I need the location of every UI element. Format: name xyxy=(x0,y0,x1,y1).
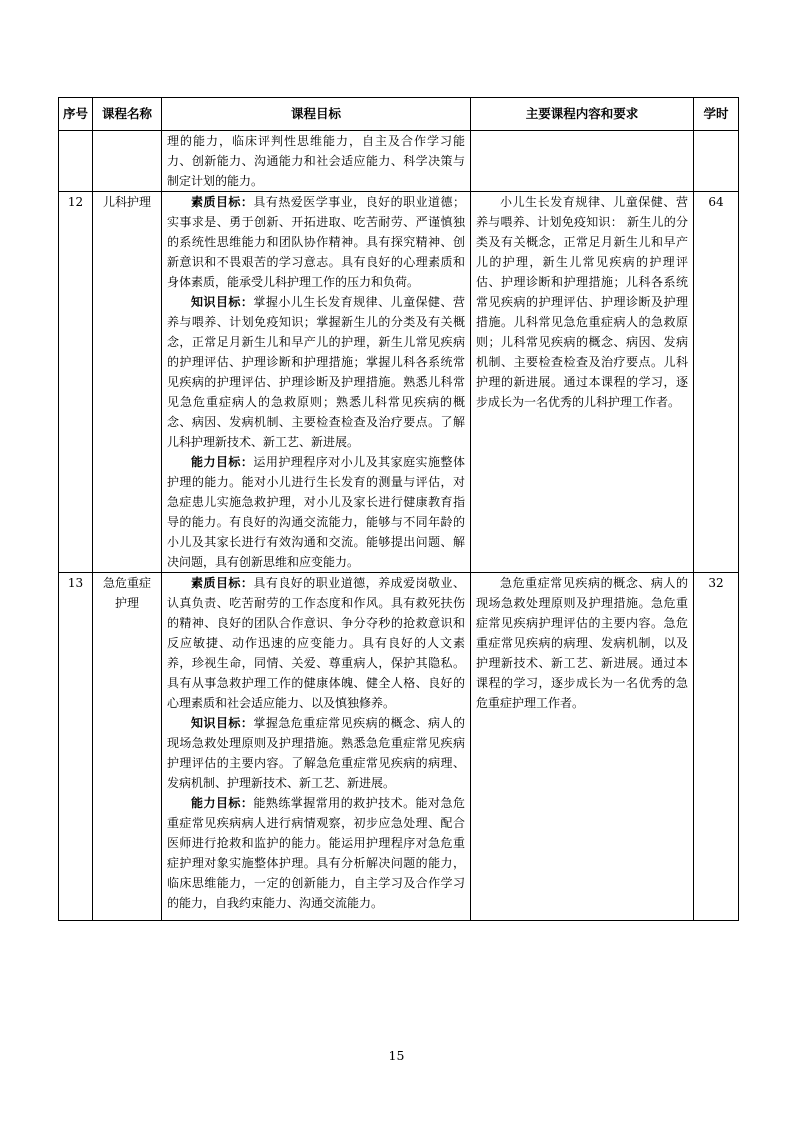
objective-label: 素质目标： xyxy=(191,576,254,590)
objective-text: 具有热爱医学事业，良好的职业道德；实事求是、勇于创新、开拓进取、吃苦耐劳、严谨慎独的系统性思维能力和团队协作精神。具有探究精神、创新意识和不畏艰苦的学习意志。具有良好的心理素质和身体素质，能承受儿科护理工作的压力和负荷。 xyxy=(167,195,465,289)
objective-paragraph xyxy=(167,793,465,913)
table-row-12 xyxy=(59,192,739,573)
objective-label: 知识目标： xyxy=(191,295,254,309)
objective-text: 运用护理程序对小儿及其家庭实施整体护理的能力。能对小儿进行生长发育的测量与评估，对急症患儿实施急救护理，对小儿及家长进行健康教育指导的能力。有良好的沟通交流能力，能够与不同年龄的小儿及其家长进行有效沟通和交流。能够提出问题、解决问题，具有创新思维和应变能力。 xyxy=(167,455,465,569)
row-13-course-name: 急危重症护理 xyxy=(93,573,162,921)
cont-course-cell xyxy=(93,131,162,192)
row-12-objectives xyxy=(162,192,471,573)
objective-label: 能力目标： xyxy=(191,455,254,469)
header-cell-objectives: 课程目标 xyxy=(162,98,471,131)
cont-no-cell xyxy=(59,131,93,192)
objective-paragraph xyxy=(167,713,465,793)
header-cell-no: 序号 xyxy=(59,98,93,131)
content-paragraph: 急危重症常见疾病的概念、病人的现场急救处理原则及护理措施。急危重症常见疾病护理评估的主要内容。急危重症常见疾病的病理、发病机制，以及护理新技术、新工艺、新进展。通过本课程的学习，逐步成长为一名优秀的急危重症护理工作者。 xyxy=(476,576,688,710)
header-cell-content: 主要课程内容和要求 xyxy=(471,98,694,131)
row-13-content xyxy=(471,573,694,921)
objective-label: 素质目标： xyxy=(191,195,254,209)
row-12-hours: 64 xyxy=(694,192,739,573)
content-paragraph: 小儿生长发育规律、儿童保健、营养与喂养、计划免疫知识： 新生儿的分类及有关概念，正常足月新生儿和早产儿的护理，新生儿常见疾病的护理评估、护理诊断和护理措施；儿科各系统常见疾病的护理评估、护理诊断及护理措施。儿科常见急危重症病人的急救原则；儿科常见疾病的概念、病因、发病机制、主要检查检查及治疗要点。儿科护理的新进展。通过本课程的学习，逐步成长为一名优秀的儿科护理工作者。 xyxy=(476,195,688,409)
objective-paragraph xyxy=(167,192,465,292)
objective-paragraph xyxy=(167,292,465,452)
objective-label: 知识目标： xyxy=(191,716,254,730)
row-12-course-name: 儿科护理 xyxy=(93,192,162,573)
continuation-text: 理的能力，临床评判性思维能力，自主及合作学习能力、创新能力、沟通能力和社会适应能力、科学决策与制定计划的能力。 xyxy=(167,134,465,188)
objective-label: 能力目标： xyxy=(191,796,254,810)
table-row-continuation xyxy=(59,131,739,192)
table-header xyxy=(59,98,739,131)
row-13-objectives xyxy=(162,573,471,921)
row-13-no: 13 xyxy=(59,573,93,921)
objective-text: 掌握急危重症常见疾病的概念、病人的现场急救处理原则及护理措施。熟悉急危重症常见疾病护理评估的主要内容。了解急危重症常见疾病的病理、发病机制、护理新技术、新工艺、新进展。 xyxy=(167,716,465,790)
objective-paragraph xyxy=(167,452,465,572)
row-13-hours: 32 xyxy=(694,573,739,921)
objective-text: 能熟练掌握常用的救护技术。能对急危重症常见疾病病人进行病情观察，初步应急处理、配合医师进行抢救和监护的能力。能运用护理程序对急危重症护理对象实施整体护理。具有分析解决问题的能力，临床思维能力，一定的创新能力，自主学习及合作学习的能力，自我约束能力、沟通交流能力。 xyxy=(167,796,465,910)
row-12-no: 12 xyxy=(59,192,93,573)
page-number: 15 xyxy=(388,1048,405,1063)
row-12-content xyxy=(471,192,694,573)
table-row-13 xyxy=(59,573,739,921)
curriculum-table xyxy=(58,97,739,921)
objective-text: 掌握小儿生长发育规律、儿童保健、营养与喂养、计划免疫知识；掌握新生儿的分类及有关概念，正常足月新生儿和早产儿的护理，新生儿常见疾病的护理评估、护理诊断和护理措施；掌握儿科各系统常见疾病的护理评估、护理诊断及护理措施。熟悉儿科常见急危重症病人的急救原则；熟悉儿科常见疾病的概念、病因、发病机制、主要检查检查及治疗要点。了解儿科护理新技术、新工艺、新进展。 xyxy=(167,295,465,449)
header-cell-course-name: 课程名称 xyxy=(93,98,162,131)
cont-content-cell xyxy=(471,131,694,192)
cont-hours-cell xyxy=(694,131,739,192)
header-cell-hours: 学时 xyxy=(694,98,739,131)
cont-objectives-cell xyxy=(162,131,471,192)
header-row xyxy=(59,98,739,131)
objective-text: 具有良好的职业道德，养成爱岗敬业、认真负责、吃苦耐劳的工作态度和作风。具有救死扶伤的精神、良好的团队合作意识、争分夺秒的抢救意识和反应敏捷、动作迅速的应变能力。具有良好的人文素养，珍视生命，同情、关爱、尊重病人，保护其隐私。具有从事急救护理工作的健康体魄、健全人格、良好的心理素质和社会适应能力、以及慎独修养。 xyxy=(167,576,465,710)
objective-paragraph xyxy=(167,573,465,713)
